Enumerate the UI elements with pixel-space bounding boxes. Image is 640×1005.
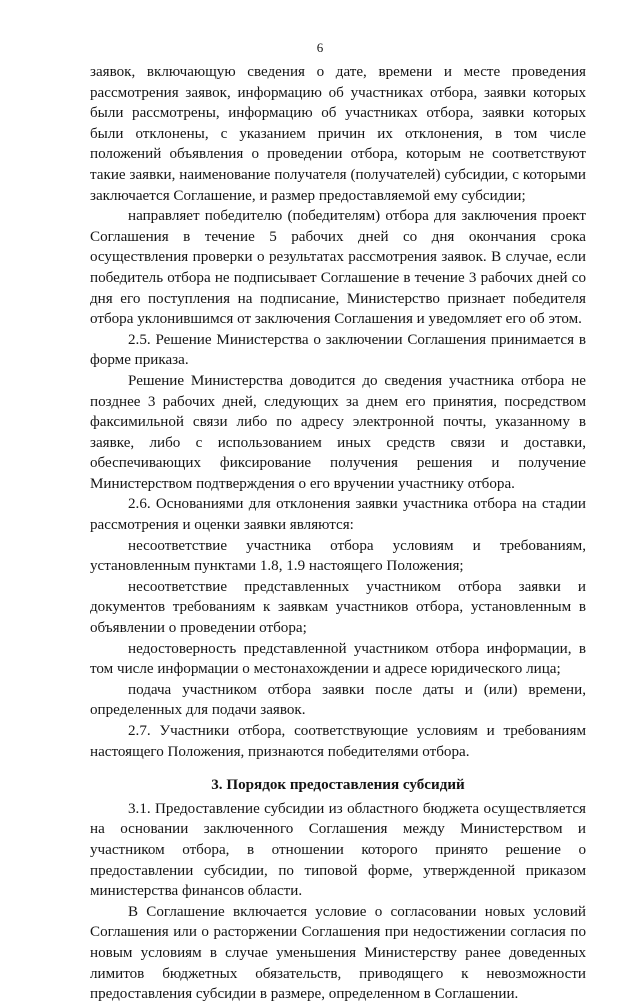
rejection-reason-1: несоответствие участника отбора условиям и требованиям, установленным пунктами 1.8, 1.9 настоящего Положения;: [90, 537, 586, 575]
rejection-reason-4: подача участником отбора заявки после даты и (или) времени, определенных для подачи заявок.: [90, 681, 586, 719]
rejection-reason-2: несоответствие представленных участником отбора заявки и документов требованиям к заявкам участников отбора, установленным в объявлении о проведении отбора;: [90, 578, 586, 637]
paragraph-2-6: 2.6. Основаниями для отклонения заявки участника отбора на стадии рассмотрения и оценки заявки являются:: [90, 496, 586, 534]
paragraph-decision-notice: Решение Министерства доводится до сведения участника отбора не позднее 3 рабочих дней, следующих за днем его принятия, посредством факсимильной связи либо по адресу электронной почты, указанному в заявке, либо с использованием иных средств связи и доставки, обеспечивающих фиксирование получения решения и получение Министерством подтверждения о его вручении участнику отбора.: [90, 372, 586, 492]
rejection-reason-3: недостоверность представленной участником отбора информации, в том числе информации о местонахождении и адресе юридического лица;: [90, 640, 586, 678]
section-heading: 3. Порядок предоставления субсидий: [211, 777, 465, 794]
paragraph-agreement-conditions: В Соглашение включается условие о согласовании новых условий Соглашения или о расторжении Соглашения при недостижении согласия по новым условиям в случае уменьшения Министерству ранее доведенных лимитов бюджетных обязательств, приводящего к невозможности предоставления субсидии в размере, определенном в Соглашении.: [90, 903, 586, 1003]
paragraph-3-1: 3.1. Предоставление субсидии из областного бюджета осуществляется на основании заключенного Соглашения между Министерством и участником отбора, в отношении которого принято решение о предоставлении субсидии, по типовой форме, утвержденной приказом министерства финансов области.: [90, 800, 586, 900]
document-body: [90, 62, 586, 1005]
paragraph-draft-agreement: направляет победителю (победителям) отбора для заключения проект Соглашения в течение 5 рабочих дней со дня окончания срока осуществления проверки о результатах рассмотрения заявок. В случае, если победитель отбора не подписывает Соглашение в течение 3 рабочих дней со дня его поступления на подписание, Министерство признает победителя отбора уклонившимся от заключения Соглашения и уведомляет его об этом.: [90, 208, 586, 328]
page-number: 6: [316, 40, 324, 55]
paragraph-2-5: 2.5. Решение Министерства о заключении Соглашения принимается в форме приказа.: [90, 331, 586, 369]
paragraph-2-7: 2.7. Участники отбора, соответствующие условиям и требованиям настоящего Положения, признаются победителями отбора.: [90, 723, 586, 760]
paragraph-continuation: заявок, включающую сведения о дате, времени и месте проведения рассмотрения заявок, информацию об участниках отбора, заявки которых были рассмотрены, информацию об участниках отбора, заявки которых были отклонены, с указанием причин их отклонения, в том числе положений объявления о проведении отбора, которым не соответствуют такие заявки, наименование получателя (получателей) субсидии, с которыми заключается Соглашение, и размер предоставляемой ему субсидии;: [90, 64, 586, 204]
